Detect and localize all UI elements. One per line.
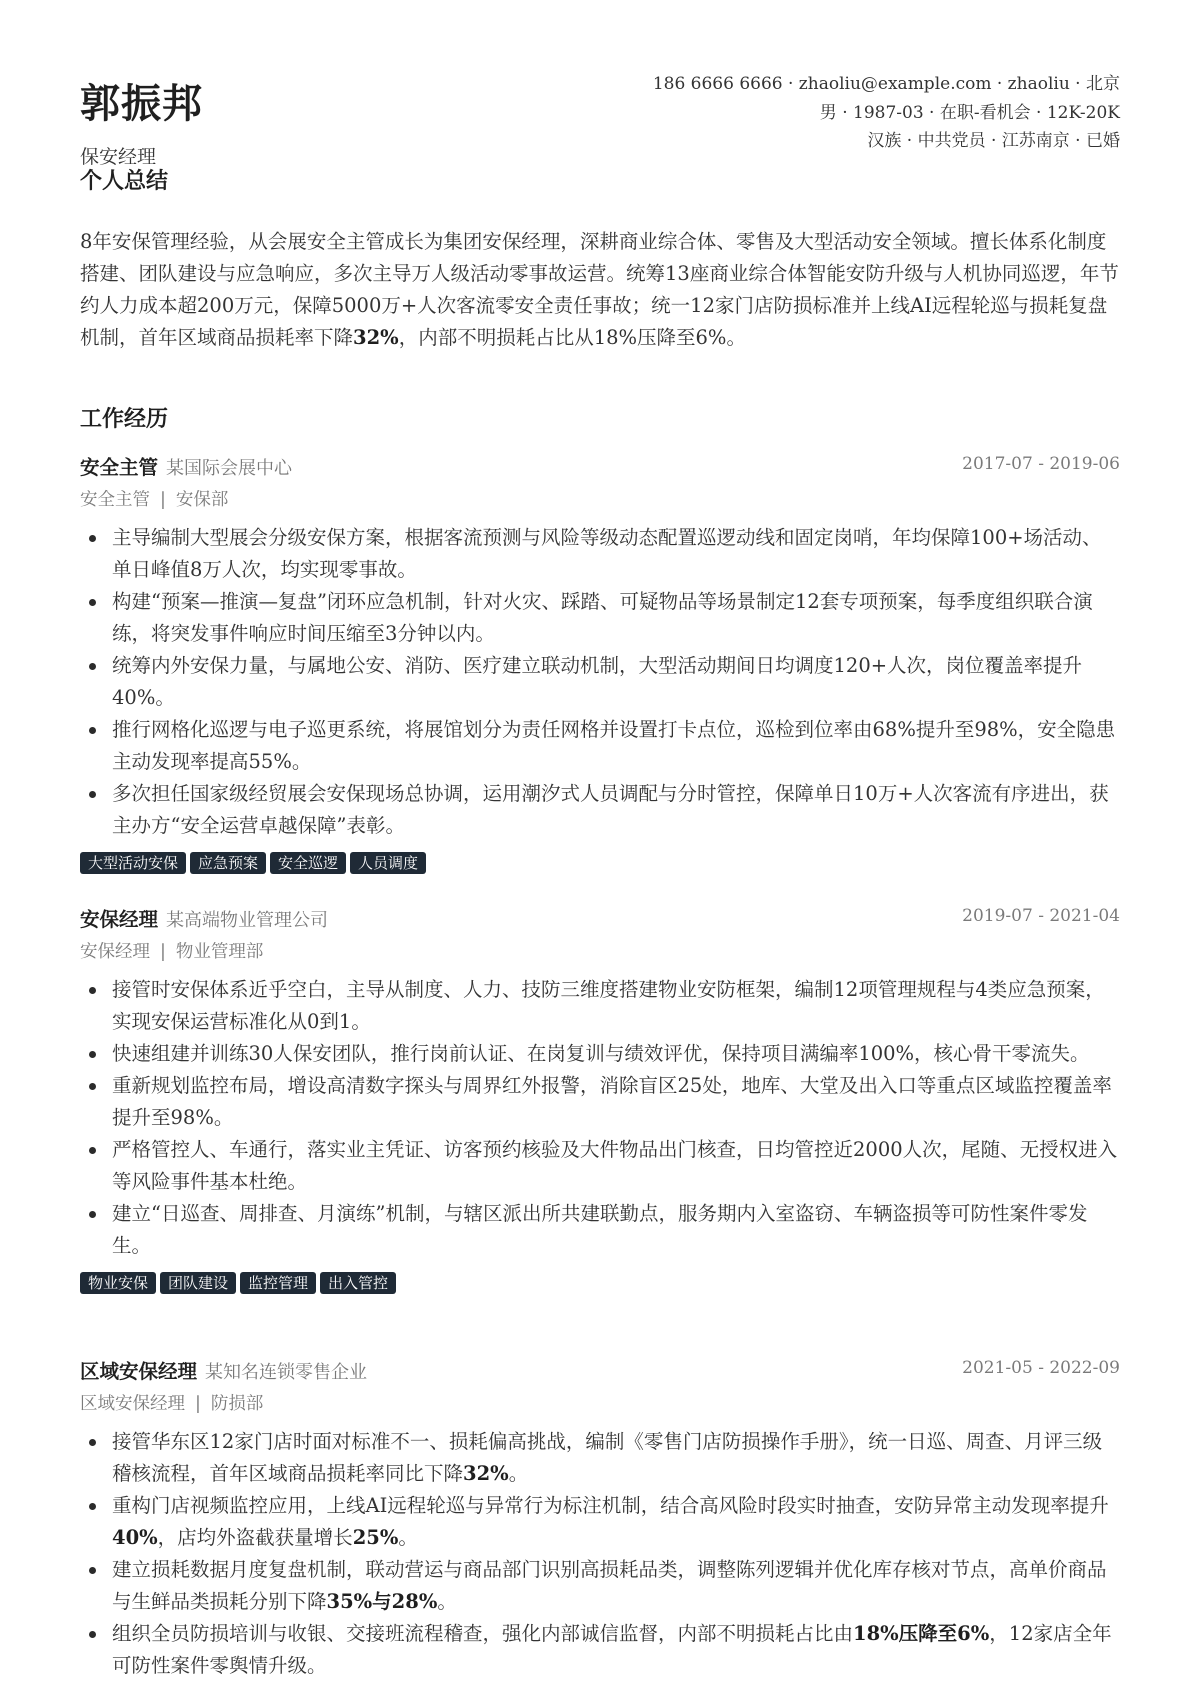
job-date: 2017-07 - 2019-06 [962, 454, 1120, 474]
job-bullet: 统筹内外安保力量，与属地公安、消防、医疗建立联动机制，大型活动期间日均调度120+人次，岗位覆盖率提升40%。 [80, 650, 1120, 714]
contact-line-2: 男 · 1987-03 · 在职-看机会 · 12K-20K [819, 102, 1120, 123]
summary-text-part-a: 8年安保管理经验，从会展安全主管成长为集团安保经理，深耕商业综合体、零售及大型活动安全领域。擅长体系化制度搭建、团队建设与应急响应，多次主导万人级活动零事故运营。统筹13座商业综合体智能安防升级与人机协同巡逻，年节约人力成本超200万元，保障5000万+人次客流零安全责任事故；统一12家门店防损标准并上线AI远程轮巡与损耗复盘机制，首年区域商品损耗率下降 [80, 230, 1119, 349]
bullet-text: 。 [437, 1590, 457, 1613]
skill-tag: 物业安保 [80, 1272, 156, 1294]
summary-section-title: 个人总结 [80, 168, 169, 194]
job-role: 安全主管 [80, 490, 150, 510]
job-bullet: 严格管控人、车通行，落实业主凭证、访客预约核验及大件物品出门核查，日均管控近2000人次，尾随、无授权进入等风险事件基本杜绝。 [80, 1134, 1120, 1198]
job-bullets [80, 522, 1120, 842]
job-bullet: 接管时安保体系近乎空白，主导从制度、人力、技防三维度搭建物业安防框架，编制12项管理规程与4类应急预案，实现安保运营标准化从0到1。 [80, 974, 1120, 1038]
candidate-name: 郭振邦 [80, 80, 203, 127]
job-bullet: 主导编制大型展会分级安保方案，根据客流预测与风险等级动态配置巡逻动线和固定岗哨，年均保障100+场活动、单日峰值8万人次，均实现零事故。 [80, 522, 1120, 586]
job-title: 安保经理 [80, 908, 159, 931]
skill-tag: 出入管控 [320, 1272, 396, 1294]
job-role-line: 安全主管 | 安保部 [80, 490, 229, 510]
bullet-text: ，店均外盗截获量增长 [157, 1526, 353, 1549]
summary-highlight: 32% [353, 326, 399, 349]
bullet-highlight: 18%压降至6% [853, 1622, 990, 1645]
job-role: 区域安保经理 [80, 1394, 185, 1414]
job-bullet [80, 1554, 1120, 1618]
job-company: 某高端物业管理公司 [166, 910, 329, 931]
job-role-line: 区域安保经理 | 防损部 [80, 1394, 264, 1414]
job-entry [80, 452, 1120, 878]
job-entry [80, 904, 1120, 1298]
bullet-highlight: 25% [352, 1526, 399, 1549]
job-dept: 物业管理部 [175, 942, 264, 962]
job-header [80, 1356, 1120, 1386]
job-title: 安全主管 [80, 456, 159, 479]
job-bullet [80, 1618, 1120, 1682]
bullet-text: 。 [508, 1462, 529, 1485]
summary-text [80, 226, 1122, 354]
skill-tag: 大型活动安保 [80, 852, 186, 874]
job-bullet: 构建“预案—推演—复盘”闭环应急机制，针对火灾、踩踏、可疑物品等场景制定12套专项预案，每季度组织联合演练，将突发事件响应时间压缩至3分钟以内。 [80, 586, 1120, 650]
bullet-highlight: 32% [463, 1462, 509, 1485]
contact-line-3: 汉族 · 中共党员 · 江苏南京 · 已婚 [867, 131, 1120, 151]
skill-tag: 团队建设 [160, 1272, 236, 1294]
job-header [80, 452, 1120, 482]
job-company: 某知名连锁零售企业 [205, 1362, 368, 1383]
job-bullets [80, 1426, 1120, 1682]
job-title: 区域安保经理 [80, 1360, 198, 1383]
job-bullet [80, 1426, 1120, 1490]
bullet-text: 建立损耗数据月度复盘机制，联动营运与商品部门识别高损耗品类，调整陈列逻辑并优化库存核对节点，高单价商品与生鲜品类损耗分别下降 [112, 1558, 1107, 1613]
job-role: 安保经理 [80, 942, 150, 962]
bullet-text: ，12家店全年可防性案件零舆情升级。 [112, 1622, 1112, 1677]
job-date: 2019-07 - 2021-04 [962, 906, 1120, 926]
job-bullet: 推行网格化巡逻与电子巡更系统，将展馆划分为责任网格并设置打卡点位，巡检到位率由68%提升至98%，安全隐患主动发现率提高55%。 [80, 714, 1120, 778]
job-bullet: 重新规划监控布局，增设高清数字探头与周界红外报警，消除盲区25处，地库、大堂及出入口等重点区域监控覆盖率提升至98%。 [80, 1070, 1120, 1134]
skill-tag: 应急预案 [190, 852, 266, 874]
skill-tag: 安全巡逻 [270, 852, 346, 874]
job-date: 2021-05 - 2022-09 [962, 1358, 1120, 1378]
job-header [80, 904, 1120, 934]
skill-tag: 人员调度 [350, 852, 426, 874]
job-dept: 防损部 [210, 1394, 264, 1414]
job-bullet: 建立“日巡查、周排查、月演练”机制，与辖区派出所共建联勤点，服务期内入室盗窃、车辆盗损等可防性案件零发生。 [80, 1198, 1120, 1262]
bullet-text: 接管华东区12家门店时面对标准不一、损耗偏高挑战，编制《零售门店防损操作手册》，统一日巡、周查、月评三级稽核流程，首年区域商品损耗率同比下降 [112, 1430, 1103, 1485]
bullet-text: 重构门店视频监控应用，上线AI远程轮巡与异常行为标注机制，结合高风险时段实时抽查，安防异常主动发现率提升 [112, 1494, 1109, 1517]
summary-text-part-b: ，内部不明损耗占比从18%压降至6%。 [398, 326, 746, 349]
skill-tag: 监控管理 [240, 1272, 316, 1294]
job-bullet [80, 1490, 1120, 1554]
job-bullet: 快速组建并训练30人保安团队，推行岗前认证、在岗复训与绩效评优，保持项目满编率100%，核心骨干零流失。 [80, 1038, 1120, 1070]
job-bullet: 多次担任国家级经贸展会安保现场总协调，运用潮汐式人员调配与分时管控，保障单日10万+人次客流有序进出，获主办方“安全运营卓越保障”表彰。 [80, 778, 1120, 842]
experience-section-title: 工作经历 [80, 406, 169, 432]
job-company: 某国际会展中心 [166, 458, 293, 479]
job-target: 保安经理 [80, 146, 157, 168]
job-dept: 安保部 [175, 490, 229, 510]
job-tags [80, 852, 1120, 878]
contact-info [653, 70, 1120, 156]
job-role-line: 安保经理 | 物业管理部 [80, 942, 264, 962]
bullet-text: 。 [398, 1526, 418, 1549]
bullet-highlight: 40% [112, 1526, 158, 1549]
bullet-highlight: 35%与28% [326, 1590, 438, 1613]
bullet-text: 组织全员防损培训与收银、交接班流程稽查，强化内部诚信监督，内部不明损耗占比由 [112, 1622, 854, 1645]
job-tags [80, 1272, 1120, 1298]
job-entry [80, 1356, 1120, 1682]
contact-line-1: 186 6666 6666 · zhaoliu@example.com · zhaoliu · 北京 [652, 74, 1120, 94]
job-bullets [80, 974, 1120, 1262]
